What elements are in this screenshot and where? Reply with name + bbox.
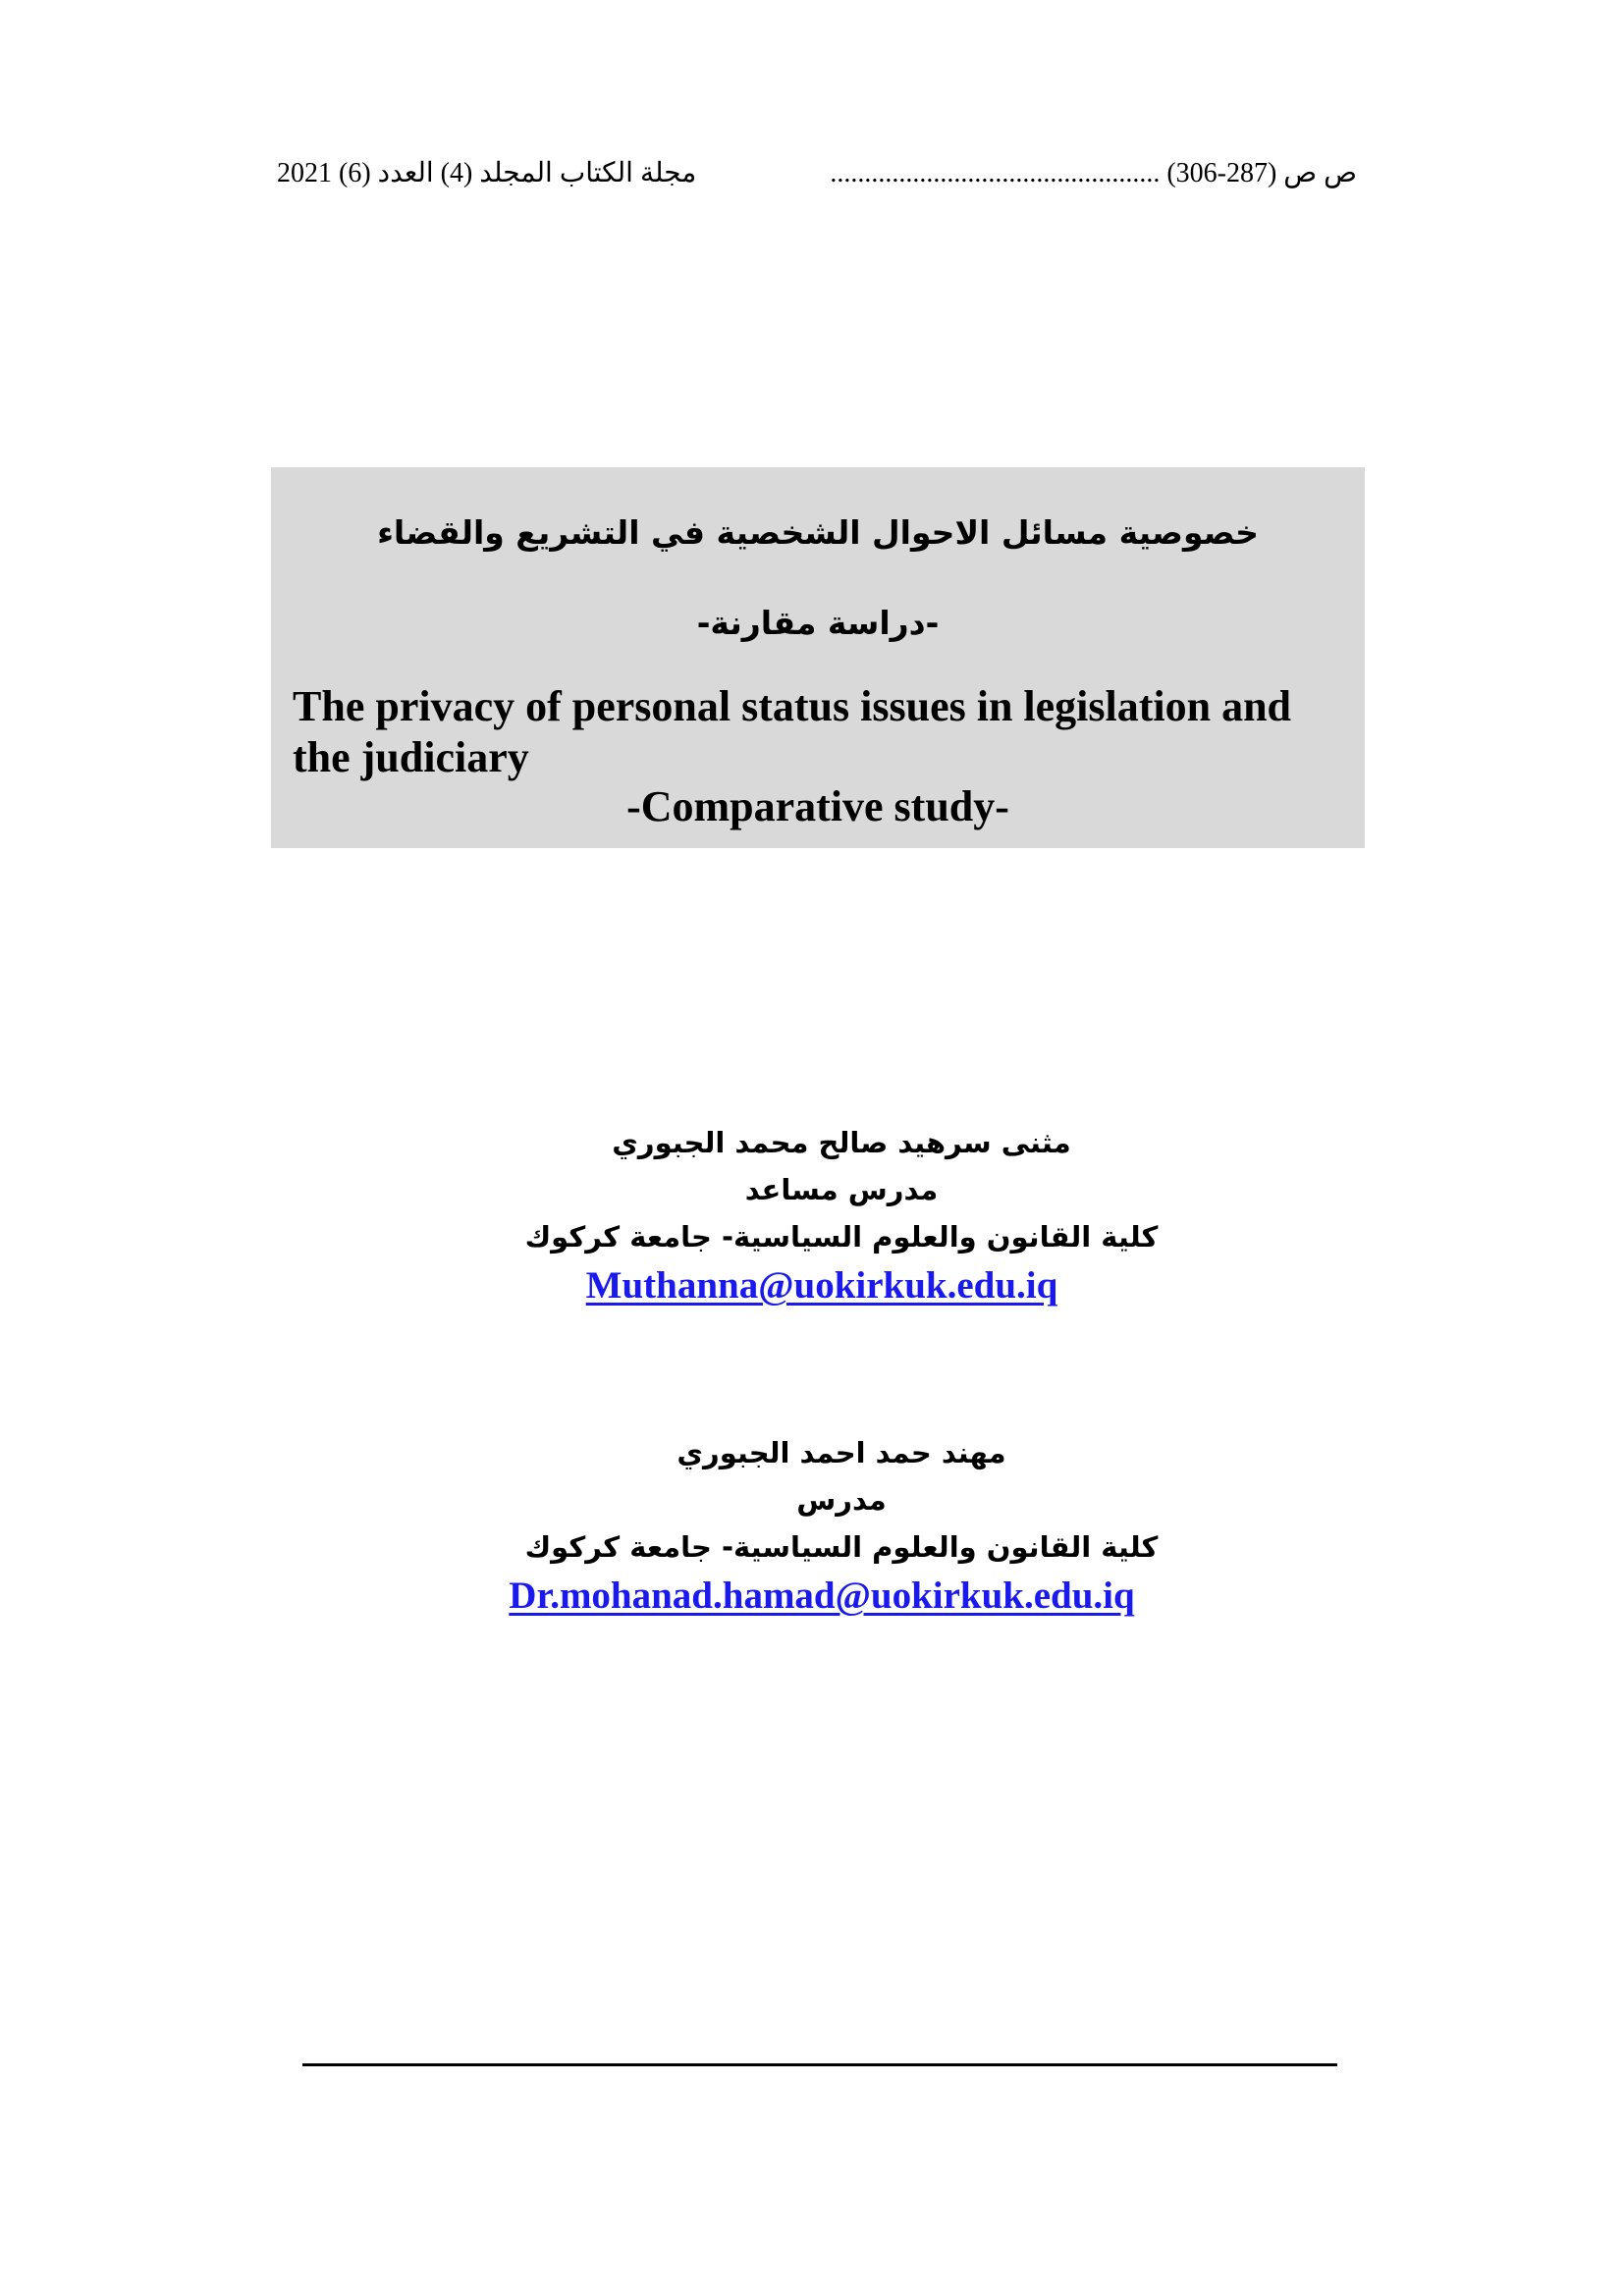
author-name: مثنى سرهيد صالح محمد الجبوري bbox=[612, 1126, 1071, 1159]
author-affiliation: كلية القانون والعلوم السياسية- جامعة كركوك bbox=[524, 1220, 1159, 1254]
english-title: The privacy of personal status issues in legislation and the judiciary bbox=[293, 682, 1292, 781]
arabic-title: خصوصية مسائل الاحوال الشخصية في التشريع والقضاء bbox=[377, 513, 1259, 552]
running-header-citation: مجلة الكتاب المجلد (4) العدد (6) 2021 bbox=[277, 158, 697, 188]
author-email-link[interactable]: Dr.mohanad.hamad@uokirkuk.edu.iq bbox=[509, 1575, 1135, 1617]
author-name: مهند حمد احمد الجبوري bbox=[677, 1436, 1006, 1469]
author-block-2 bbox=[0, 1429, 1624, 1620]
footnote-separator bbox=[302, 2063, 1337, 2066]
author-position: مدرس مساعد bbox=[744, 1173, 939, 1206]
english-subtitle: -Comparative study- bbox=[626, 782, 1009, 830]
arabic-subtitle: -دراسة مقارنة- bbox=[696, 604, 940, 642]
author-email-link[interactable]: Muthanna@uokirkuk.edu.iq bbox=[585, 1264, 1058, 1307]
author-affiliation: كلية القانون والعلوم السياسية- جامعة كركوك bbox=[524, 1530, 1159, 1564]
author-block-1 bbox=[0, 1119, 1624, 1309]
running-header-pages: ص ص (287-306) ................................................ bbox=[830, 158, 1357, 188]
running-header bbox=[277, 149, 1357, 198]
author-position: مدرس bbox=[796, 1483, 887, 1517]
title-box bbox=[271, 467, 1365, 848]
